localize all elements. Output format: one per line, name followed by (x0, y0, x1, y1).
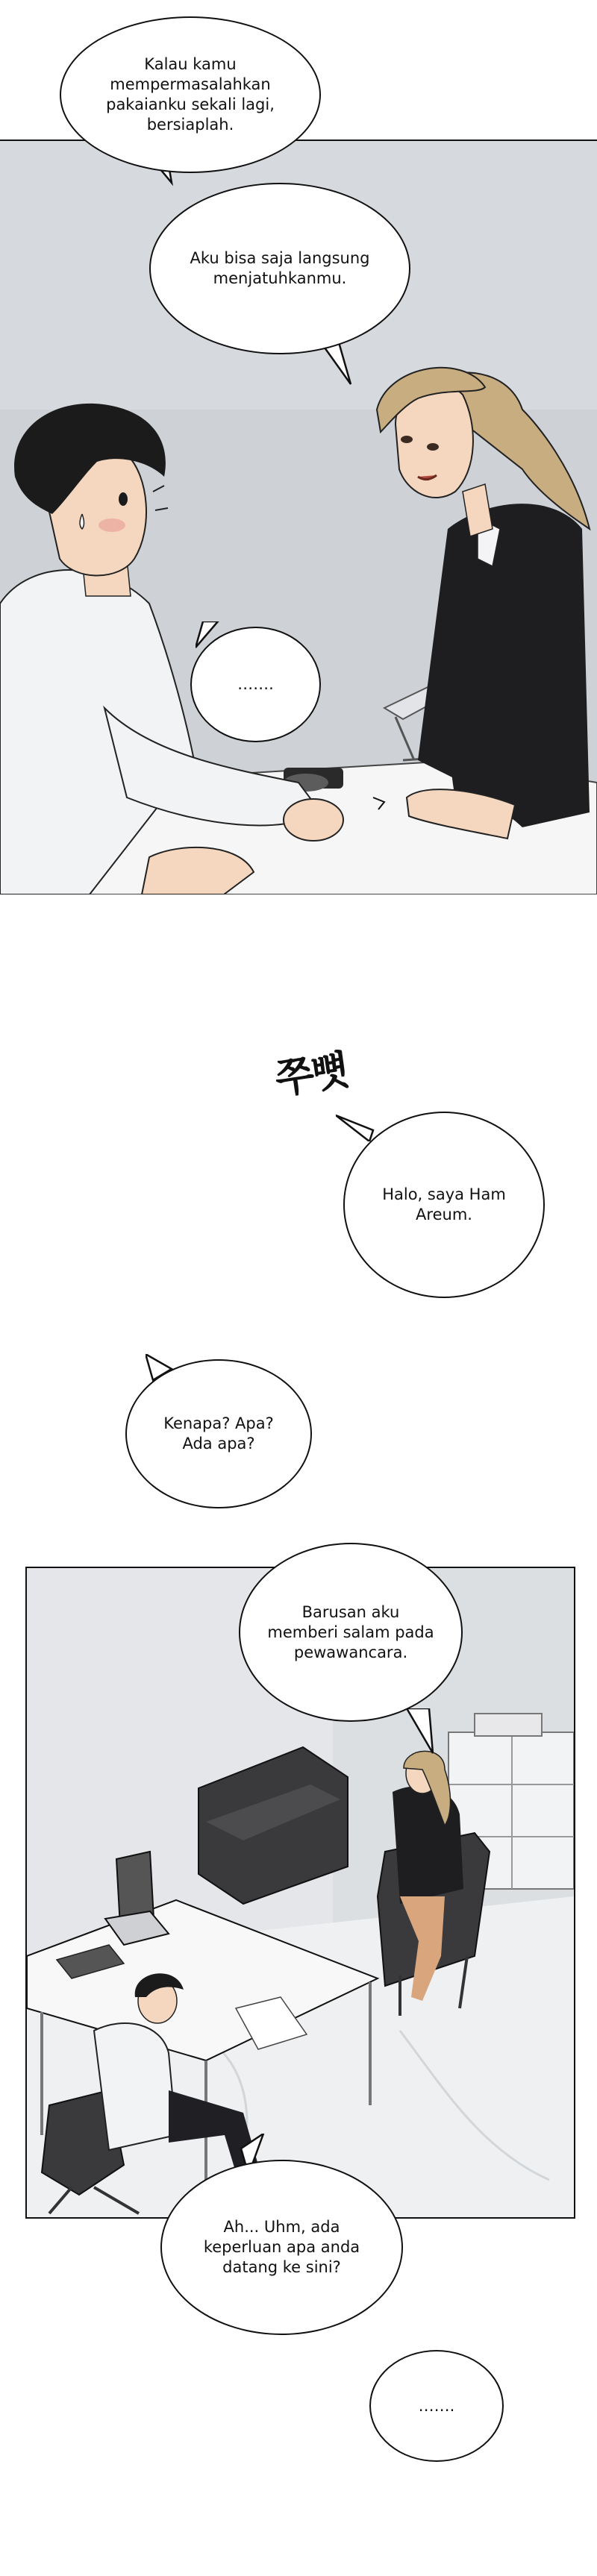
speech-text: ……. (418, 2396, 455, 2415)
speech-bubble-question (160, 2160, 403, 2335)
speech-text: Barusan aku memberi salam pada pewawancara. (267, 1602, 434, 1661)
speech-bubble-explanation (239, 1543, 463, 1722)
speech-text: Ah... Uhm, ada keperluan apa anda datang ke sini? (203, 2218, 360, 2276)
speech-text: Aku bisa saja langsung menjatuhkanmu. (190, 249, 370, 287)
bubble-tail-6 (403, 1708, 448, 1761)
man-fist (284, 799, 343, 841)
speech-bubble-silence-2 (369, 2350, 504, 2462)
speech-bubble-greeting (343, 1112, 545, 1298)
speech-text: Halo, saya Ham Areum. (382, 1185, 506, 1223)
speech-bubble-silence-1 (190, 627, 321, 742)
speech-text: Kenapa? Apa? Ada apa? (163, 1414, 274, 1452)
speech-text: ……. (237, 675, 274, 693)
speech-bubble-warning (60, 16, 321, 173)
speech-text: Kalau kamu mempermasalahkan pakaianku sekali lagi, bersiaplah. (106, 55, 275, 134)
speech-bubble-threat (149, 183, 410, 354)
speech-bubble-confused (125, 1359, 312, 1508)
sfx-flinch: 쭈뼛 (272, 1046, 350, 1103)
